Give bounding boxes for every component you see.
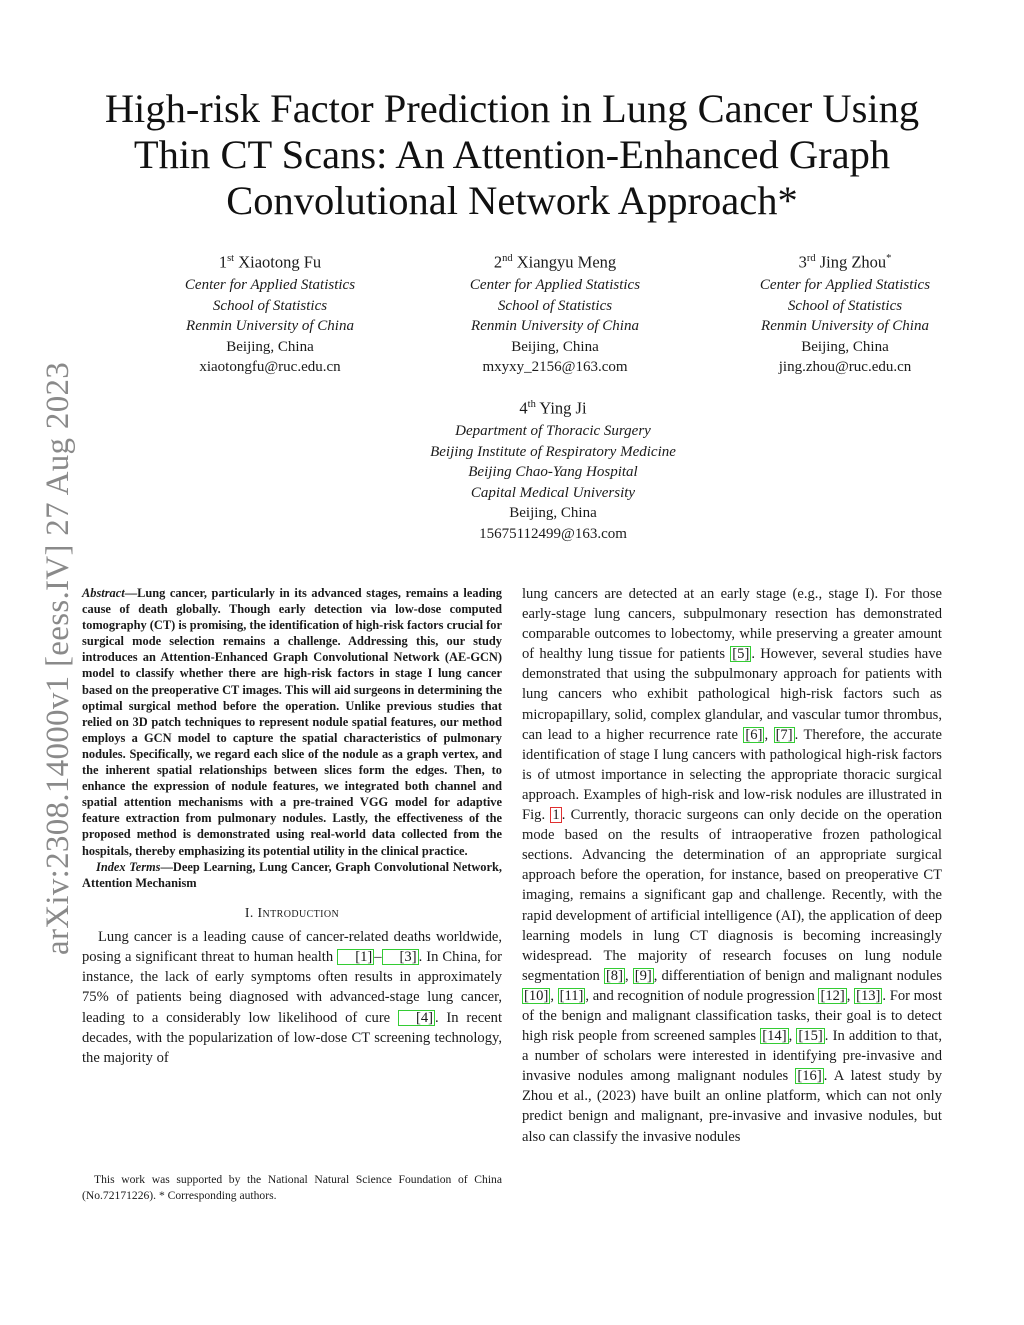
citation-link[interactable]: [4]	[398, 1010, 435, 1026]
author-affiliation: Renmin University of China	[471, 318, 639, 334]
citation-link[interactable]: [6]	[745, 726, 763, 743]
citation-link[interactable]: [11]	[559, 987, 584, 1004]
author-name: 2nd Xiangyu Meng	[493, 252, 617, 272]
intro-paragraph-left: Lung cancer is a leading cause of cancer-related deaths worldwide, posing a significant threat to human health [1] – [3] . In China, for instance, the lack of early symptoms often results in approximately 75% of patients being diagnosed with advanced-stage lung cancer, leading to a considerably low likelihood of cure [4] . In recent decades, with the popularization of low-dose CT screening technology, the majority of	[82, 928, 502, 1066]
title-line-2: Thin CT Scans: An Attention-Enhanced Graph	[133, 132, 891, 177]
author-affiliation: School of Statistics	[787, 297, 903, 314]
author-affiliation: Center for Applied Statistics	[759, 277, 931, 293]
citation-link[interactable]: [16]	[797, 1068, 822, 1085]
citation-link[interactable]: [7]	[775, 726, 793, 743]
author-location: Beijing, China	[509, 505, 597, 521]
arxiv-stamp	[0, 0, 76, 1325]
author-email: jing.zhou@ruc.edu.cn	[778, 359, 912, 375]
intro-paragraph-right: lung cancers are detected at an early stage (e.g., stage I). For those early-stage lung cancers, subpulmonary resection has demonstrated comparable outcomes to lobectomy, while preserving a greater amount of healthy lung tissue for patients [5] . However, several studies have demonstrated that using the subpulmonary approach for patients with lung cancers who exhibit pathological high-risk factors such as micropapillary, solid, complex glandular, and vascular tumor thrombus, can lead to a higher recurrence rate [6] , [7] . Therefore, the accurate identification of stage I lung cancers with pathological high-risk factors is of utmost importance in selecting the appropriate thoracic surgical approach. Examples of high-risk and low-risk nodules are illustrated in Fig. 1 . Currently, thoracic surgeons can only decide on the operation mode based on the results of intraoperative frozen pathological sections. Advancing the determination of an appropriate surgical approach before the operation, for instance, based on preoperative CT imaging, remains a significant gap and challenge. Recently, with the rapid development of artificial intelligence (AI), the application of deep learning models in lung CT diagnosis is becoming increasingly widespread. The majority of research focuses on lung nodule segmentation [8] , [9] , differentiation of benign and malignant nodules [10] , [11] , and recognition of nodule progression [12] , [13] . For most of the benign and malignant classification tasks, their goal is to detect high risk people from screened samples [14] , [15] . In addition to that, a number of scholars were interested in identifying pre-invasive and invasive nodules among malignant nodules [16] . A latest study by Zhou et al., (2023) have built an online platform, which can not only predict benign and malignant, pre-invasive and invasive nodules, but also can classify the invasive nodules	[522, 586, 943, 1145]
author-location: Beijing, China	[226, 338, 314, 355]
citation-link[interactable]: [8]	[605, 967, 623, 984]
paper-title	[60, 86, 964, 224]
author-affiliation: Renmin University of China	[186, 318, 354, 334]
author-affiliation: Renmin University of China	[761, 318, 929, 334]
index-terms-label: Index Terms	[96, 859, 161, 874]
citation-link[interactable]: [15]	[798, 1028, 823, 1045]
author-location: Beijing, China	[511, 338, 599, 355]
abstract-label: Abstract	[82, 586, 125, 600]
author-name: 3rd Jing Zhou*	[798, 252, 892, 272]
author-affiliation: Center for Applied Statistics	[184, 277, 356, 293]
citation-link[interactable]: [14]	[762, 1028, 787, 1045]
author-affiliation: School of Statistics	[212, 297, 328, 314]
citation-link[interactable]: [9]	[634, 967, 652, 984]
corresponding-author-mark: *	[886, 253, 892, 264]
section-heading-introduction: I. Introduction	[244, 904, 340, 920]
citation-link[interactable]: [5]	[732, 646, 750, 663]
index-terms-text: Deep Learning, Lung Cancer, Graph Convolutional Network, Attention Mechanism	[82, 859, 502, 890]
author-affiliation: Department of Thoracic Surgery	[455, 423, 651, 439]
author-email: mxyxy_2156@163.com	[482, 359, 628, 375]
author-location: Beijing, China	[801, 338, 889, 355]
author-block-1	[120, 249, 420, 378]
author-affiliation: School of Statistics	[497, 297, 613, 314]
right-column	[522, 584, 942, 1147]
index-terms: Index Terms—Deep Learning, Lung Cancer, Graph Convolutional Network, Attention Mechanism	[82, 859, 502, 890]
abstract: Abstract—Lung cancer, particularly in its advanced stages, remains a leading cause of death globally. Though early detection via low-dose computed tomography (CT) is promising, the identification of high-risk factors crucial for surgical mode selection remains a challenge. Addressing this, our study introduces an Attention-Enhanced Graph Convolutional Network (AE-GCN) model to classify whether there are high-risk factors in stage I lung cancer based on the preoperative CT images. This will aid surgeons in determining the optimal surgical method before the operation. Unlike previous studies that relied on 3D patch techniques to represent nodule spatial features, our method employs a GCN model to capture the spatial characteristics of pulmonary nodules. Specifically, we regard each slice of the nodule as a graph vertex, and the inherent spatial relationships between slices form the edges. Then, to enhance the expression of nodule features, we integrated both channel and spatial attention mechanisms with a pre-trained VGG model for adaptive feature extraction from pulmonary nodules. Lastly, the effectiveness of the proposed method is demonstrated using real-world data collected from the hospitals, thereby emphasizing its potential utility in the clinical practice.	[82, 586, 502, 858]
author-block-3	[695, 249, 995, 378]
author-affiliation: Beijing Institute of Respiratory Medicine	[430, 443, 676, 460]
author-name: 1st Xiaotong Fu	[218, 252, 322, 272]
citation-link[interactable]: [1]	[337, 949, 374, 965]
author-email: xiaotongfu@ruc.edu.cn	[199, 359, 341, 375]
author-affiliation: Beijing Chao-Yang Hospital	[468, 464, 638, 480]
author-block-4	[353, 395, 753, 544]
author-affiliation: Capital Medical University	[470, 484, 636, 501]
author-name: 4th Ying Ji	[519, 398, 587, 418]
abstract-text: Lung cancer, particularly in its advanced stages, remains a leading cause of death globally. Though early detection via low-dose computed tomography (CT) is promising, the identification of high-risk factors crucial for surgical mode selection remains a challenge. Addressing this, our study introduces an Attention-Enhanced Graph Convolutional Network (AE-GCN) model to classify whether there are high-risk factors in stage I lung cancer based on the preoperative CT images. This will aid surgeons in determining the optimal surgical method before the operation. Unlike previous studies that relied on 3D patch techniques to represent nodule spatial features, our method employs a GCN model to capture the spatial characteristics of pulmonary nodules. Specifically, we regard each slice of the nodule as a graph vertex, and the inherent spatial relationships between slices form the edges. Then, to enhance the expression of nodule features, we integrated both channel and spatial attention mechanisms with a pre-trained VGG model for adaptive feature extraction from pulmonary nodules. Lastly, the effectiveness of the proposed method is demonstrated using real-world data collected from the hospitals, thereby emphasizing its potential utility in the clinical practice.	[82, 586, 502, 858]
title-line-3: Convolutional Network Approach*	[226, 178, 798, 223]
title-line-1: High-risk Factor Prediction in Lung Cancer Using	[104, 86, 920, 131]
author-email: 15675112499@163.com	[479, 525, 627, 542]
citation-link[interactable]: [12]	[820, 987, 845, 1004]
author-affiliation: Center for Applied Statistics	[469, 277, 641, 293]
citation-link[interactable]: [3]	[382, 949, 419, 965]
left-column	[82, 585, 502, 1068]
citation-link[interactable]: [10]	[524, 987, 549, 1004]
citation-link[interactable]: [13]	[856, 987, 881, 1004]
author-block-2	[405, 249, 705, 378]
arxiv-identifier: arXiv:2308.14000v1 [eess.IV] 27 Aug 2023	[40, 361, 76, 955]
funding-footnote: This work was supported by the National Natural Science Foundation of China (No.72171226). * Corresponding authors.	[82, 1173, 502, 1202]
figure-reference-link[interactable]: 1	[552, 807, 560, 824]
